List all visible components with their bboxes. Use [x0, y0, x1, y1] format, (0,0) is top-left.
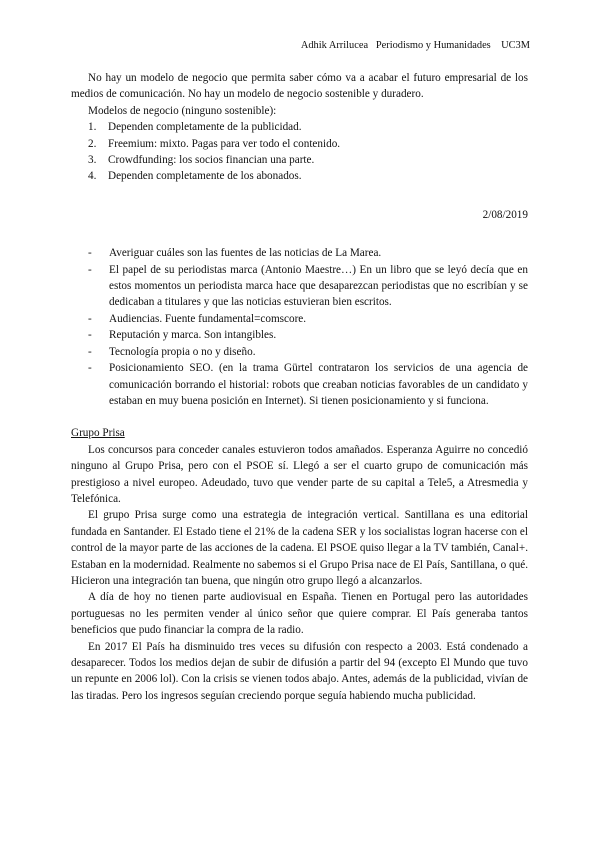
bullet-dash: -: [88, 263, 92, 276]
bullet-dash: -: [88, 329, 92, 342]
page-header: Adhik Arrilucea Periodismo y Humanidades UC3M: [300, 40, 530, 51]
list-item-text: Averiguar cuáles son las fuentes de las noticias de La Marea.: [109, 247, 382, 260]
business-models-list: [71, 119, 528, 185]
bullet-dash: -: [88, 312, 92, 325]
list-number: 1.: [88, 121, 97, 134]
section-paragraph: A día de hoy no tienen parte audiovisual en España. Tienen en Portugal pero las autoridades portuguesas no les permiten vender al único señor que quiere comprar. El País generaba tantos beneficios que pudo financiar la compra de la radio.: [71, 591, 528, 637]
notes-bullet-list: [71, 245, 528, 409]
list-item: [71, 136, 528, 152]
list-item-text: Tecnología propia o no y diseño.: [109, 345, 256, 358]
list-number: 2.: [88, 137, 97, 150]
list-item: [71, 262, 528, 311]
date-heading: 2/08/2019: [482, 208, 528, 221]
list-item: [71, 311, 528, 327]
list-item: [71, 344, 528, 360]
list-item: [71, 245, 528, 261]
list-item: [71, 327, 528, 343]
bullet-dash: -: [88, 247, 92, 260]
bullet-dash: -: [88, 362, 92, 375]
list-item-text: Audiencias. Fuente fundamental=comscore.: [109, 312, 307, 325]
list-item-text: Reputación y marca. Son intangibles.: [109, 329, 277, 342]
models-heading: Modelos de negocio (ninguno sostenible):: [88, 104, 277, 117]
list-item: [71, 152, 528, 168]
list-item-text: Freemium: mixto. Pagas para ver todo el contenido.: [108, 137, 341, 150]
list-item-text: Posicionamiento SEO. (en la trama Gürtel contrataron los servicios de una agencia de comunicación borrando el historial: robots que creaban noticias favorables de un candidato y estaban en muy buena posición en Internet). Si tienen posicionamiento y si funciona.: [109, 362, 528, 407]
list-number: 4.: [88, 170, 97, 183]
section-paragraph: Los concursos para conceder canales estuvieron todos amañados. Esperanza Aguirre no concedió ninguno al Grupo Prisa, pero con el PSOE sí. Llegó a ser el cuarto grupo de comunicación más prestigioso a nivel europeo. Adeudado, tuvo que vender parte de su capital a Tele5, a Atresmedia y Telefónica.: [71, 443, 528, 505]
list-item: [71, 360, 528, 409]
list-item-text: Crowdfunding: los socios financian una parte.: [108, 154, 315, 167]
section-paragraph: El grupo Prisa surge como una estrategia de integración vertical. Santillana es una editorial fundada en Santander. El Estado tiene el 21% de la cadena SER y los socialistas logran hacerse con el control de la mayor parte de las acciones de la cadena. El PSOE quiso llegar a la TV también, Canal+. Estaban en la modernidad. Realmente no sabemos si el Grupo Prisa nace de El País, Santillana, o qué. Hicieron una integración tan buena, que ningún otro grupo llegó a alcanzarlos.: [71, 509, 528, 587]
document-body: [71, 70, 528, 704]
bullet-dash: -: [88, 345, 92, 358]
intro-paragraph: No hay un modelo de negocio que permita saber cómo va a acabar el futuro empresarial de los medios de comunicación. No hay un modelo de negocio sostenible y duradero.: [71, 72, 528, 101]
section-title: Grupo Prisa: [71, 427, 125, 440]
list-item-text: Dependen completamente de los abonados.: [108, 170, 302, 183]
list-item-text: El papel de su periodistas marca (Antonio Maestre…) En un libro que se leyó decía que en estos momentos un periodista marca hace que desaparezcan periodistas que no escribían y se dedicaban a titulares y que las noticias estuvieran bien escritos.: [109, 263, 528, 309]
list-item: [71, 119, 528, 135]
section-paragraph: En 2017 El País ha disminuido tres veces su difusión con respecto a 2003. Está condenado a desaparecer. Todos los medios dejan de subir de difusión a partir del 94 (excepto El Mundo que tuvo un repunte en 2006 lol). Con la crisis se vienen todos abajo. Antes, además de la publicidad, vivían de las tiradas. Pero los ingresos seguían creciendo porque seguía habiendo mucha publicidad.: [71, 640, 528, 702]
list-item: [71, 168, 528, 184]
list-number: 3.: [88, 154, 97, 167]
list-item-text: Dependen completamente de la publicidad.: [108, 121, 302, 134]
